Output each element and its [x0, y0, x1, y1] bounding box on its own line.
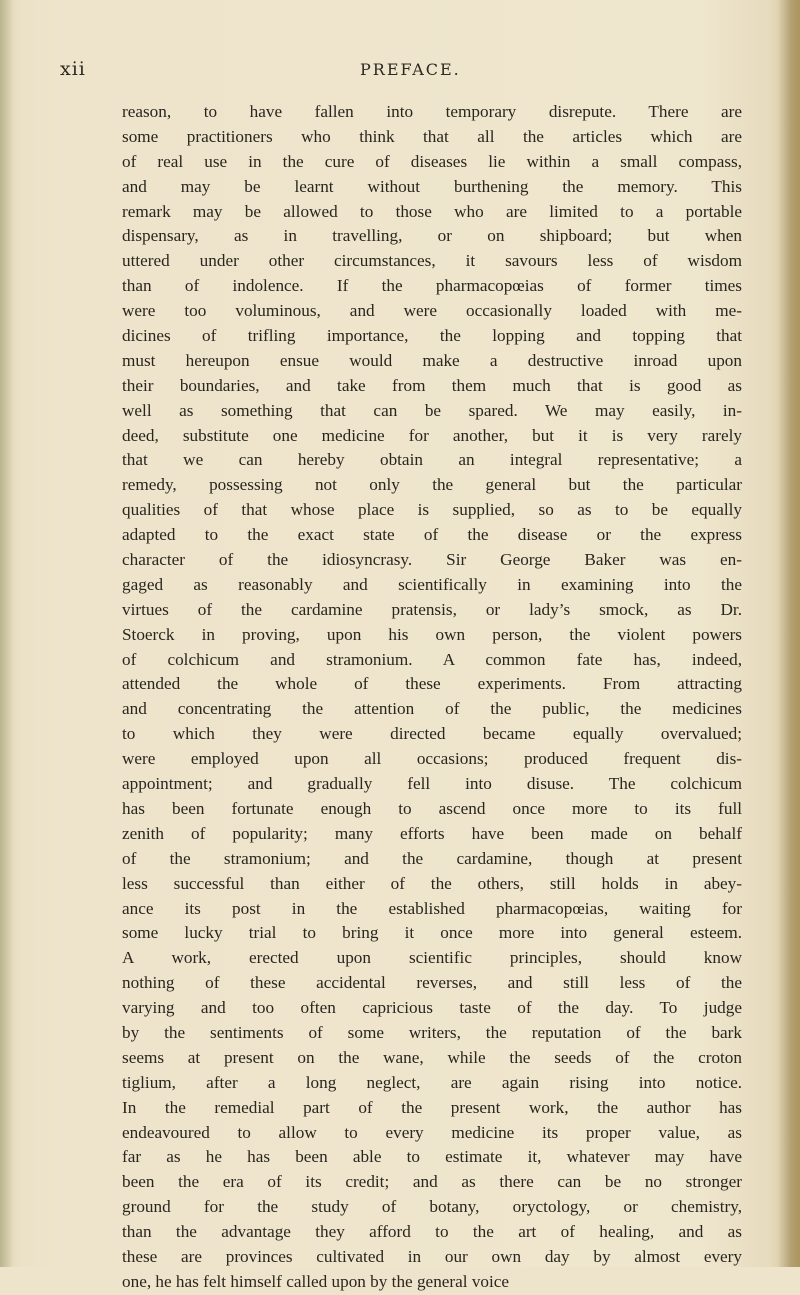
text-line: of the stramonium; and the cardamine, though at present: [122, 848, 742, 868]
text-line: qualities of that whose place is supplied, so as to be equally: [122, 500, 742, 520]
page-number: xii: [60, 58, 86, 80]
page-right-edge: [778, 0, 800, 1267]
text-line: gaged as reasonably and scientifically in examining into the: [122, 574, 742, 594]
text-line: some lucky trial to bring it once more into general esteem.: [122, 923, 742, 943]
text-line: less successful than either of the others, still holds in abey-: [122, 873, 742, 893]
running-head: PREFACE.: [360, 60, 461, 79]
text-line: remedy, possessing not only the general but the particular: [122, 475, 742, 495]
text-line: far as he has been able to estimate it, whatever may have: [122, 1147, 742, 1167]
text-line: tiglium, after a long neglect, are again rising into notice.: [122, 1072, 742, 1092]
text-line: well as something that can be spared. We may easily, in-: [122, 400, 742, 420]
body-text: [122, 100, 742, 1295]
text-line: virtues of the cardamine pratensis, or lady’s smock, as Dr.: [122, 599, 742, 619]
text-line: some practitioners who think that all the articles which are: [122, 126, 742, 146]
text-line: A work, erected upon scientific principles, should know: [122, 948, 742, 968]
text-line: Stoerck in proving, upon his own person, the violent powers: [122, 624, 742, 644]
text-line: and concentrating the attention of the public, the medicines: [122, 699, 742, 719]
text-line: varying and too often capricious taste of the day. To judge: [122, 998, 742, 1018]
text-line: nothing of these accidental reverses, and still less of the: [122, 973, 742, 993]
text-line: dispensary, as in travelling, or on shipboard; but when: [122, 226, 742, 246]
text-line: ground for the study of botany, oryctology, or chemistry,: [122, 1197, 742, 1217]
text-line: deed, substitute one medicine for another, but it is very rarely: [122, 425, 742, 445]
page-left-edge: [0, 0, 14, 1267]
text-line: were too voluminous, and were occasionally loaded with me-: [122, 301, 742, 321]
text-line: ance its post in the established pharmacopœias, waiting for: [122, 898, 742, 918]
text-line: endeavoured to allow to every medicine its proper value, as: [122, 1122, 742, 1142]
text-line: has been fortunate enough to ascend once more to its full: [122, 798, 742, 818]
text-line: their boundaries, and take from them much that is good as: [122, 375, 742, 395]
text-line: been the era of its credit; and as there can be no stronger: [122, 1172, 742, 1192]
text-line: dicines of trifling importance, the lopping and topping that: [122, 326, 742, 346]
text-line: that we can hereby obtain an integral representative; a: [122, 450, 742, 470]
text-line: of colchicum and stramonium. A common fate has, indeed,: [122, 649, 742, 669]
text-line: adapted to the exact state of the disease or the express: [122, 525, 742, 545]
page-header: [60, 58, 720, 88]
text-line: were employed upon all occasions; produced frequent dis-: [122, 749, 742, 769]
text-line: these are provinces cultivated in our own day by almost every: [122, 1246, 742, 1266]
text-line: appointment; and gradually fell into disuse. The colchicum: [122, 774, 742, 794]
text-line: uttered under other circumstances, it savours less of wisdom: [122, 251, 742, 271]
text-line: character of the idiosyncrasy. Sir George Baker was en-: [122, 550, 742, 570]
text-line: than of indolence. If the pharmacopœias of former times: [122, 276, 742, 296]
text-line: seems at present on the wane, while the seeds of the croton: [122, 1047, 742, 1067]
text-line: and may be learnt without burthening the memory. This: [122, 176, 742, 196]
text-line: than the advantage they afford to the art of healing, and as: [122, 1222, 742, 1242]
text-line: attended the whole of these experiments. From attracting: [122, 674, 742, 694]
text-line: to which they were directed became equally overvalued;: [122, 724, 742, 744]
text-line: by the sentiments of some writers, the reputation of the bark: [122, 1022, 742, 1042]
text-line: of real use in the cure of diseases lie within a small compass,: [122, 151, 742, 171]
text-line: In the remedial part of the present work, the author has: [122, 1097, 742, 1117]
text-line: zenith of popularity; many efforts have been made on behalf: [122, 823, 742, 843]
text-line: reason, to have fallen into temporary disrepute. There are: [122, 102, 742, 121]
text-line: one, he has felt himself called upon by the general voice: [122, 1271, 510, 1291]
text-line: must hereupon ensue would make a destructive inroad upon: [122, 350, 742, 370]
text-line: remark may be allowed to those who are limited to a portable: [122, 201, 742, 221]
